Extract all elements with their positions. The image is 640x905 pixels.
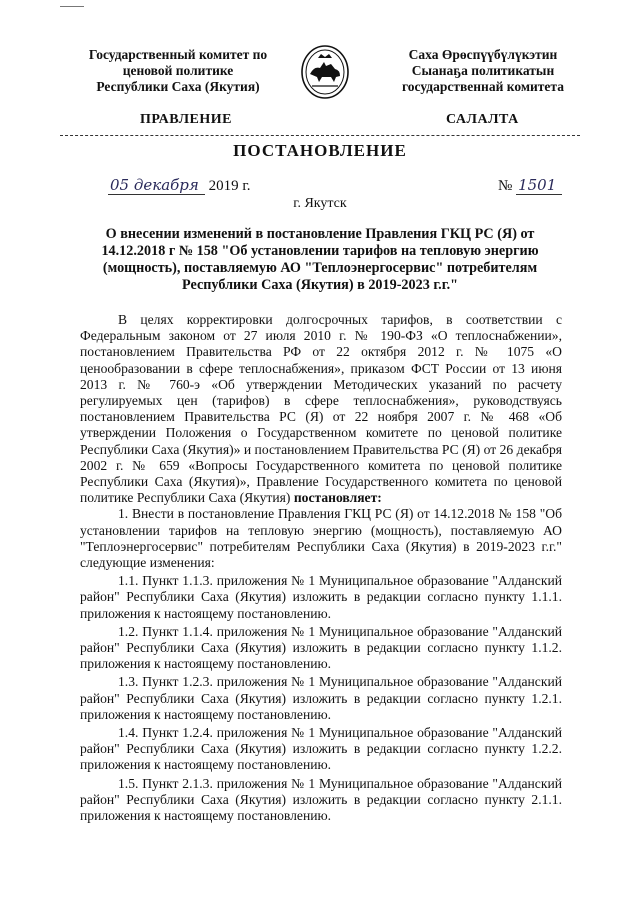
header-left-line: Республики Саха (Якутия): [96, 79, 260, 94]
handwritten-date: 05 декабря: [108, 176, 205, 195]
subitem-paragraph: 1.4. Пункт 1.2.4. приложения № 1 Муниципальное образование "Алданский район" Республики Саха (Якутия) изложить в редакции согласно пункту 1.2.2. приложения к настоящему постановлению.: [80, 725, 562, 773]
document-type-title: ПОСТАНОВЛЕНИЕ: [233, 141, 407, 160]
header-right-line: государственнай комитета: [402, 79, 564, 94]
resolves-keyword: постановляет:: [293, 490, 382, 506]
document-number: [498, 176, 562, 195]
handwritten-number: 1501: [516, 176, 562, 195]
header-divider: [60, 135, 580, 136]
document-date: [108, 176, 251, 195]
document-body: [80, 312, 562, 824]
number-sign: №: [498, 178, 513, 194]
header-right-line: Сыанаҕа политикатын: [411, 63, 555, 78]
header-left-line: ценовой политике: [122, 63, 234, 78]
document-city: г. Якутск: [293, 196, 347, 211]
header-right-yakut: [388, 47, 578, 95]
subitem-paragraph: 1.5. Пункт 2.1.3. приложения № 1 Муниципальное образование "Алданский район" Республики Саха (Якутия) изложить в редакции согласно пункту 2.1.1. приложения к настоящему постановлению.: [80, 775, 562, 824]
subitem-paragraph: 1.1. Пункт 1.1.3. приложения № 1 Муниципальное образование "Алданский район" Республики Саха (Якутия) изложить в редакции согласно пункту 1.1.1. приложения к настоящему постановлению.: [80, 573, 562, 621]
coat-of-arms-emblem: [300, 44, 350, 100]
board-label-yakut: САЛАЛТА: [446, 112, 519, 127]
document-heading: О внесении изменений в постановление Правления ГКЦ РС (Я) от 14.12.2018 г № 158 "Об установлении тарифов на тепловую энергию (мощность), поставляемую АО "Теплоэнергосервис" потребителям Республики Саха (Якутия) в 2019-2023 г.г.": [101, 226, 539, 293]
preamble-text: В целях корректировки долгосрочных тарифов, в соответствии с Федеральным законом от 27 июля 2010 г. № 190-ФЗ «О теплоснабжении», постановлением Правительства РФ от 22 октября 2012 г. № 1075 «О ценообразовании в сфере теплоснабжения», приказом ФСТ России от 13 июня 2013 г. № 760-э «Об утверждении Методических указаний по расчету регулируемых цен (тарифов) в сфере теплоснабжения», руководствуясь постановлением Правительства РС (Я) от 22 ноября 2007 г. № 468 «Об утверждении Положения о Государственном комитете по ценовой политике Республики Саха (Якутия)» и постановлением Правительства РС (Я) от 26 декабря 2002 г. № 659 «Вопросы Государственного комитета по ценовой политике Республики Саха (Якутия)», Правление Государственного комитета по ценовой политике Республики Саха (Якутия): [80, 312, 562, 506]
board-label-russian: ПРАВЛЕНИЕ: [140, 112, 232, 127]
header-right-line: Саха Өрөспүүбүлүкэтин: [408, 47, 558, 62]
item-1-paragraph: 1. Внести в постановление Правления ГКЦ РС (Я) от 14.12.2018 № 158 "Об установлении тарифов на тепловую энергию (мощность), поставляемую АО "Теплоэнергосервис" потребителям Республики Саха (Якутия) в 2019-2023 г.г." следующие изменения:: [80, 506, 562, 571]
header-left-line: Государственный комитет по: [88, 47, 268, 62]
preamble-paragraph: [80, 312, 562, 506]
subitem-paragraph: 1.2. Пункт 1.1.4. приложения № 1 Муниципальное образование "Алданский район" Республики Саха (Якутия) изложить в редакции согласно пункту 1.1.2. приложения к настоящему постановлению.: [80, 623, 562, 672]
subitem-paragraph: 1.3. Пункт 1.2.3. приложения № 1 Муниципальное образование "Алданский район" Республики Саха (Якутия) изложить в редакции согласно пункту 1.2.1. приложения к настоящему постановлению.: [80, 674, 562, 722]
date-year: 2019 г.: [208, 178, 251, 194]
margin-scribble: [60, 6, 84, 7]
header-left-russian: [78, 47, 278, 95]
